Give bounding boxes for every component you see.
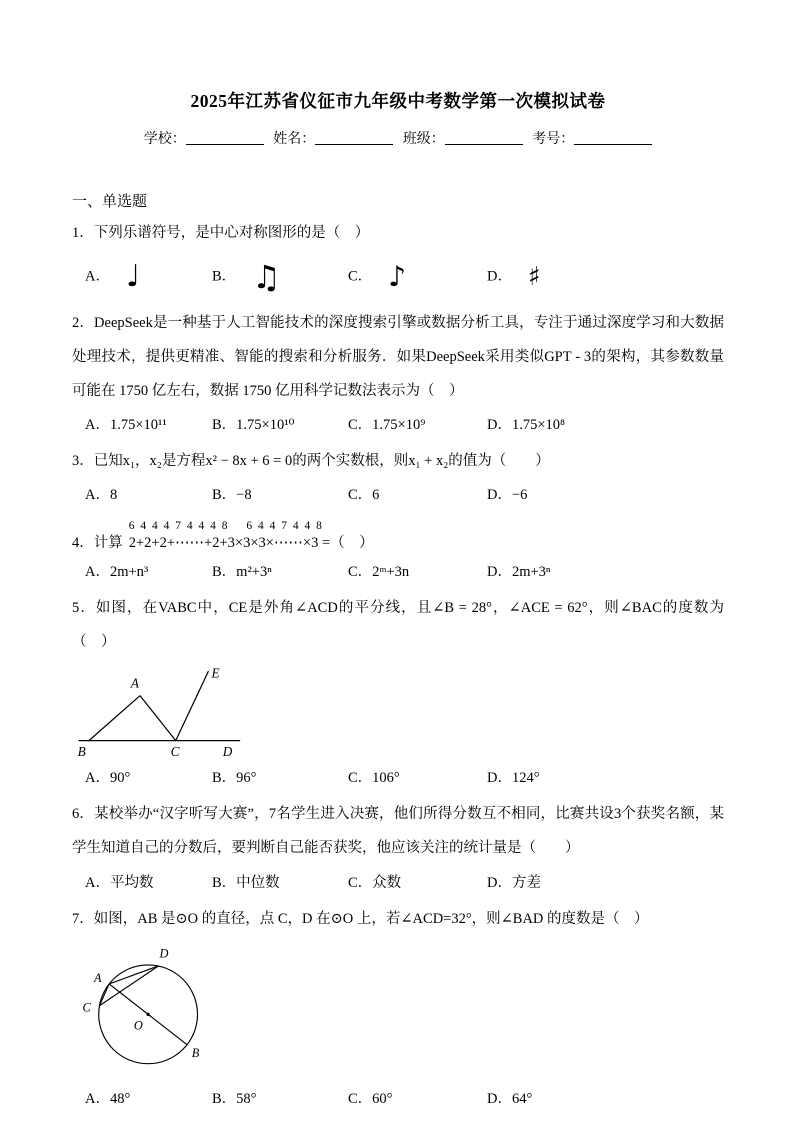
option-c: C．众数	[348, 874, 402, 891]
ray-ce	[176, 671, 209, 740]
exam-number-blank	[574, 130, 652, 145]
chord-ad	[109, 966, 158, 984]
question-4-expression	[72, 520, 724, 555]
question-4-prefix: 4．计算	[72, 535, 123, 552]
question-3	[72, 444, 724, 512]
question-5	[72, 591, 724, 795]
question-5-stem: 5．如图，在VABC中，CE是外角∠ACD的平分线，且∠B = 28°，∠ACE = 62°，则∠BAC的度数为（ ）	[72, 600, 724, 651]
beamed-notes-icon: ♫	[252, 257, 281, 296]
option-c: C．1.75×10⁹	[348, 417, 426, 433]
option-d: D．−6	[487, 487, 528, 504]
quarter-note-icon: ♩	[125, 258, 141, 294]
question-4-options	[85, 555, 724, 589]
exam-number-field	[532, 128, 652, 148]
option-b: B．中位数	[212, 874, 280, 891]
vertex-label-a: A	[130, 675, 139, 691]
option-d: D．124°	[487, 770, 540, 787]
option-d: D．1.75×10⁸	[487, 417, 566, 433]
option-c: C．106°	[348, 770, 400, 787]
expression-stack	[129, 520, 374, 555]
option-b: B．96°	[212, 770, 257, 787]
school-blank	[186, 130, 264, 145]
school-label: 学校：	[143, 131, 186, 147]
student-info-line	[72, 128, 724, 148]
option-a: A．平均数	[85, 874, 154, 891]
question-7-stem: 7．如图，AB 是⊙O 的直径，点 C，D 在⊙O 上，若∠ACD=32°，则∠BAD 的度数是（ ）	[72, 910, 649, 927]
name-blank	[315, 130, 393, 145]
option-b: B．1.75×10¹⁰	[212, 417, 295, 433]
point-label-d: D	[159, 945, 169, 960]
circle-figure	[74, 942, 226, 1080]
option-d: D．2m+3ⁿ	[487, 564, 551, 581]
class-blank	[445, 130, 523, 145]
option-a: A．8	[85, 487, 118, 504]
option-b-label: B．	[212, 268, 237, 285]
option-d-label: D．	[487, 268, 512, 285]
question-5-options	[85, 761, 724, 795]
question-6-stem: 6．某校举办“汉字听写大赛”，7名学生进入决赛，他们所得分数互不相同，比赛共设3个获奖名额，某学生知道自己的分数后，要判断自己能否获奖，他应该关注的统计量是（ ）	[72, 806, 724, 857]
question-6	[72, 797, 724, 899]
question-2-stem: 2．DeepSeek是一种基于人工智能技术的深度搜索引擎或数据分析工具，专注于通过深度学习和大数据处理技术，提供更精准、智能的搜索和分析服务．如果DeepSeek采用类似GPT - 3的架构，其参数数量可能在 1750 亿左右，数据 1750 亿用科学记数法表示为（ ）	[72, 314, 724, 399]
option-b: B．m²+3ⁿ	[212, 564, 272, 581]
triangle-figure	[74, 665, 254, 759]
diameter-ab	[109, 984, 187, 1045]
option-d: D．方差	[487, 874, 541, 891]
question-7-options	[85, 1082, 724, 1116]
question-4	[72, 520, 724, 589]
question-1-options	[85, 250, 724, 304]
option-c: C．2ᵐ+3n	[348, 564, 410, 581]
page-title: 2025年江苏省仪征市九年级中考数学第一次模拟试卷	[190, 91, 606, 111]
point-label-b: B	[191, 1045, 200, 1060]
vertex-label-d: D	[222, 744, 233, 760]
question-6-options	[85, 866, 724, 900]
sharp-icon: ♯	[527, 261, 541, 292]
exam-number-label: 考号：	[532, 131, 575, 147]
point-label-o: O	[133, 1018, 143, 1033]
eighth-note-icon: ♪	[388, 259, 407, 293]
point-label-a: A	[93, 970, 102, 985]
option-d	[487, 261, 724, 292]
option-c-label: C．	[348, 268, 373, 285]
side-ac	[140, 696, 176, 741]
question-3-stem: 3．已知x₁，x₂是方程x² − 8x + 6 = 0的两个实数根，则x₁ + x₂的值为（ ）	[72, 453, 550, 470]
class-label: 班级：	[402, 131, 445, 147]
vertex-label-e: E	[211, 665, 220, 681]
vertex-label-b: B	[77, 744, 86, 760]
option-a: A．1.75×10¹¹	[85, 417, 167, 433]
overbrace-line: 6 4 4 4 7 4 4 4 8 6 4 4 7 4 4 8	[128, 520, 324, 533]
option-a: A．48°	[85, 1090, 131, 1107]
question-2	[72, 306, 724, 442]
point-label-c: C	[82, 1000, 91, 1015]
question-2-options	[85, 408, 724, 442]
option-a: A．2m+n³	[85, 564, 149, 581]
expression-line: 2+2+2+⋯⋯+2+3×3×3×⋯⋯×3 =（ ）	[128, 535, 374, 552]
option-b	[212, 257, 348, 296]
class-field	[403, 128, 523, 148]
name-field	[273, 128, 393, 148]
name-label: 姓名：	[273, 131, 316, 147]
school-field	[144, 128, 264, 148]
option-a-label: A．	[85, 268, 110, 285]
section-heading: 一、单选题	[72, 193, 148, 210]
option-b: B．−8	[212, 487, 252, 504]
question-3-options	[85, 478, 724, 512]
option-d: D．64°	[487, 1090, 533, 1107]
option-b: B．58°	[212, 1090, 257, 1107]
option-c: C．60°	[348, 1090, 393, 1107]
question-7	[72, 902, 724, 1116]
vertex-label-c: C	[170, 744, 180, 760]
option-a: A．90°	[85, 770, 131, 787]
option-a	[85, 258, 212, 294]
option-c: C．6	[348, 487, 380, 504]
option-c	[348, 259, 487, 293]
question-1	[72, 216, 724, 304]
side-ba	[89, 696, 140, 741]
question-1-stem: 1．下列乐谱符号，是中心对称图形的是（ ）	[72, 224, 370, 241]
